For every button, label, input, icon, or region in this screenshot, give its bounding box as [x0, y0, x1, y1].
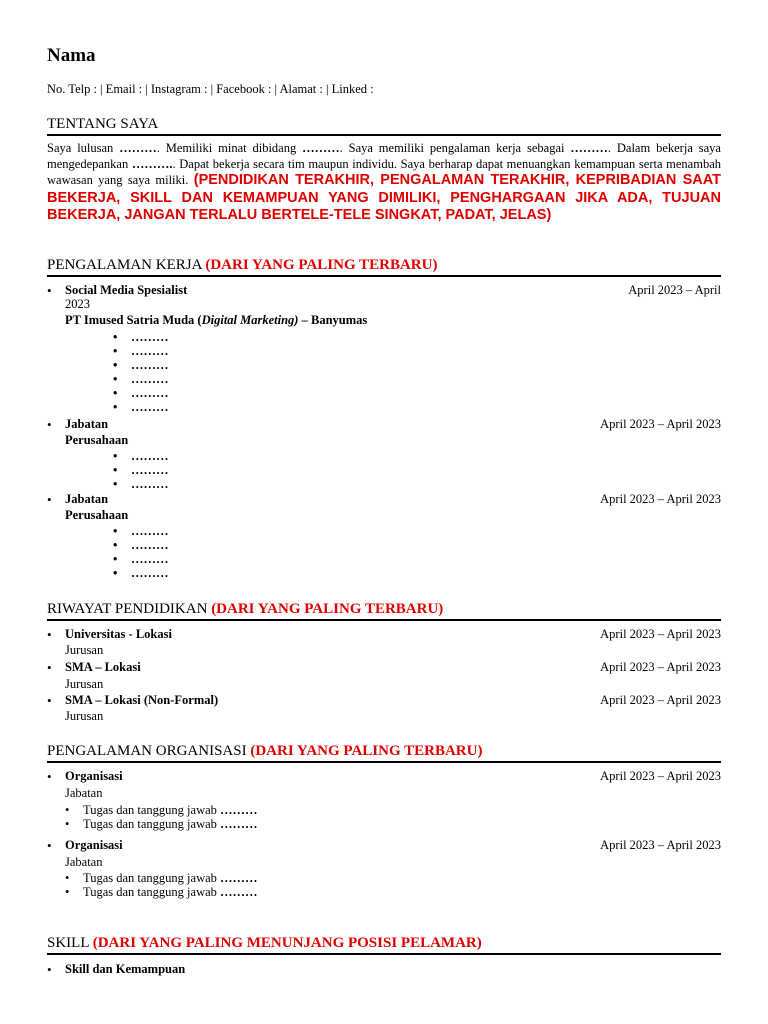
- company-name: PT Imused Satria Muda (: [65, 313, 202, 327]
- about-text: . Dalam bekerja saya mengedepankan: [47, 141, 721, 171]
- section-heading-experience: [47, 256, 721, 277]
- contact-line: No. Telp : | Email : | Instagram : | Facebook : | Alamat : | Linked :: [47, 82, 374, 96]
- placeholder-dots: ………: [220, 885, 258, 899]
- about-instruction: (PENDIDIKAN TERAKHIR, PENGALAMAN TERAKHIR, KEPRIBADIAN SAAT BEKERJA, SKILL DAN KEMAMPUAN YANG DIMILIKI, PENGHARGAAN JIKA ADA, TUJUAN BEKERJA, JANGAN TERLALU BERTELE-TELE SINGKAT, PADAT, JELAS): [47, 172, 721, 223]
- about-text: . Saya memiliki pengalaman kerja sebagai: [339, 141, 571, 155]
- duty-item: [83, 803, 258, 817]
- school-date: April 2023 – April 2023: [600, 627, 721, 641]
- organization-heading: PENGALAMAN ORGANISASI: [47, 743, 247, 759]
- job-date: April 2023 – April: [628, 283, 721, 297]
- task-item: • ………: [131, 330, 169, 344]
- duty-item: [83, 871, 258, 885]
- task-item: • ………: [131, 538, 169, 552]
- school-date: April 2023 – April 2023: [600, 660, 721, 674]
- bullet: [47, 962, 52, 978]
- section-heading-education: [47, 600, 721, 621]
- school-title: Universitas - Lokasi: [65, 627, 172, 641]
- duty-label: Tugas dan tanggung jawab: [83, 817, 221, 831]
- skill-hint: (DARI YANG PALING MENUNJANG POSISI PELAMAR): [92, 935, 482, 951]
- experience-heading: PENGALAMAN KERJA: [47, 257, 202, 273]
- organization-date: April 2023 – April 2023: [600, 838, 721, 852]
- organization-title: Organisasi: [65, 769, 123, 783]
- duty-label: Tugas dan tanggung jawab: [83, 871, 221, 885]
- school-major: Jurusan: [65, 709, 104, 723]
- bullet: [47, 838, 52, 854]
- job-title: Jabatan: [65, 417, 109, 431]
- section-heading-organization: [47, 742, 721, 763]
- bullet: [47, 283, 52, 299]
- about-text: . Dapat bekerja secara tim maupun individu. Saya berharap dapat menuangkan kemampuan serta menambah wawasan yang saya miliki.: [47, 156, 721, 187]
- bullet: [47, 769, 52, 785]
- task-item: • ………: [131, 477, 169, 491]
- placeholder-dots: ………: [220, 871, 258, 885]
- task-item: • ………: [131, 566, 169, 580]
- bullet: [47, 693, 52, 709]
- bullet: [47, 627, 52, 643]
- school-title: SMA – Lokasi (Non-Formal): [65, 693, 219, 707]
- about-text: . Memiliki minat dibidang: [156, 141, 303, 155]
- task-item: • ………: [131, 386, 169, 400]
- organization-role: Jabatan: [65, 855, 103, 869]
- education-hint: (DARI YANG PALING TERBARU): [211, 601, 444, 617]
- organization-title: Organisasi: [65, 838, 123, 852]
- task-item: • ………: [131, 400, 169, 414]
- task-item: • ………: [131, 552, 169, 566]
- task-item: • ………: [131, 358, 169, 372]
- job-date-wrap: 2023: [65, 297, 90, 311]
- job-title: Social Media Spesialist: [65, 283, 188, 297]
- school-date: April 2023 – April 2023: [600, 693, 721, 707]
- about-text: Saya lulusan: [47, 141, 120, 155]
- bullet: [47, 660, 52, 676]
- placeholder-dots: ………: [220, 817, 258, 831]
- duty-item: [83, 817, 258, 831]
- skill-title: Skill dan Kemampuan: [65, 962, 186, 976]
- task-item: • ………: [131, 524, 169, 538]
- experience-hint: (DARI YANG PALING TERBARU): [205, 257, 438, 273]
- organization-hint: (DARI YANG PALING TERBARU): [250, 743, 483, 759]
- task-item: • ………: [131, 449, 169, 463]
- education-heading: RIWAYAT PENDIDIKAN: [47, 601, 208, 617]
- duty-label: Tugas dan tanggung jawab: [83, 803, 221, 817]
- cv-name: Nama: [47, 45, 96, 66]
- job-title: Jabatan: [65, 492, 109, 506]
- task-item: • ………: [131, 372, 169, 386]
- company-line: Perusahaan: [65, 433, 129, 447]
- task-item: • ………: [131, 463, 169, 477]
- bullet: [47, 417, 52, 433]
- company-location: – Banyumas: [298, 313, 368, 327]
- duty-item: [83, 885, 258, 899]
- company-line: Perusahaan: [65, 508, 129, 522]
- about-paragraph: [47, 141, 721, 225]
- task-item: • ………: [131, 344, 169, 358]
- about-heading: TENTANG SAYA: [47, 116, 159, 132]
- bullet: [47, 492, 52, 508]
- company-line: [65, 313, 367, 328]
- school-major: Jurusan: [65, 643, 104, 657]
- company-field: Digital Marketing): [201, 313, 299, 327]
- placeholder-dots: ………: [570, 141, 608, 155]
- placeholder-dots: ………: [220, 803, 258, 817]
- school-title: SMA – Lokasi: [65, 660, 141, 674]
- organization-role: Jabatan: [65, 786, 103, 800]
- duty-label: Tugas dan tanggung jawab: [83, 885, 221, 899]
- job-date: April 2023 – April 2023: [600, 492, 721, 506]
- section-heading-about: [47, 115, 721, 136]
- organization-date: April 2023 – April 2023: [600, 769, 721, 783]
- job-date: April 2023 – April 2023: [600, 417, 721, 431]
- placeholder-dots: ………: [119, 141, 157, 155]
- skill-heading: SKILL: [47, 935, 89, 951]
- placeholder-dots: ……….: [131, 156, 173, 171]
- placeholder-dots: ………: [302, 141, 340, 155]
- school-major: Jurusan: [65, 677, 104, 691]
- section-heading-skill: [47, 934, 721, 955]
